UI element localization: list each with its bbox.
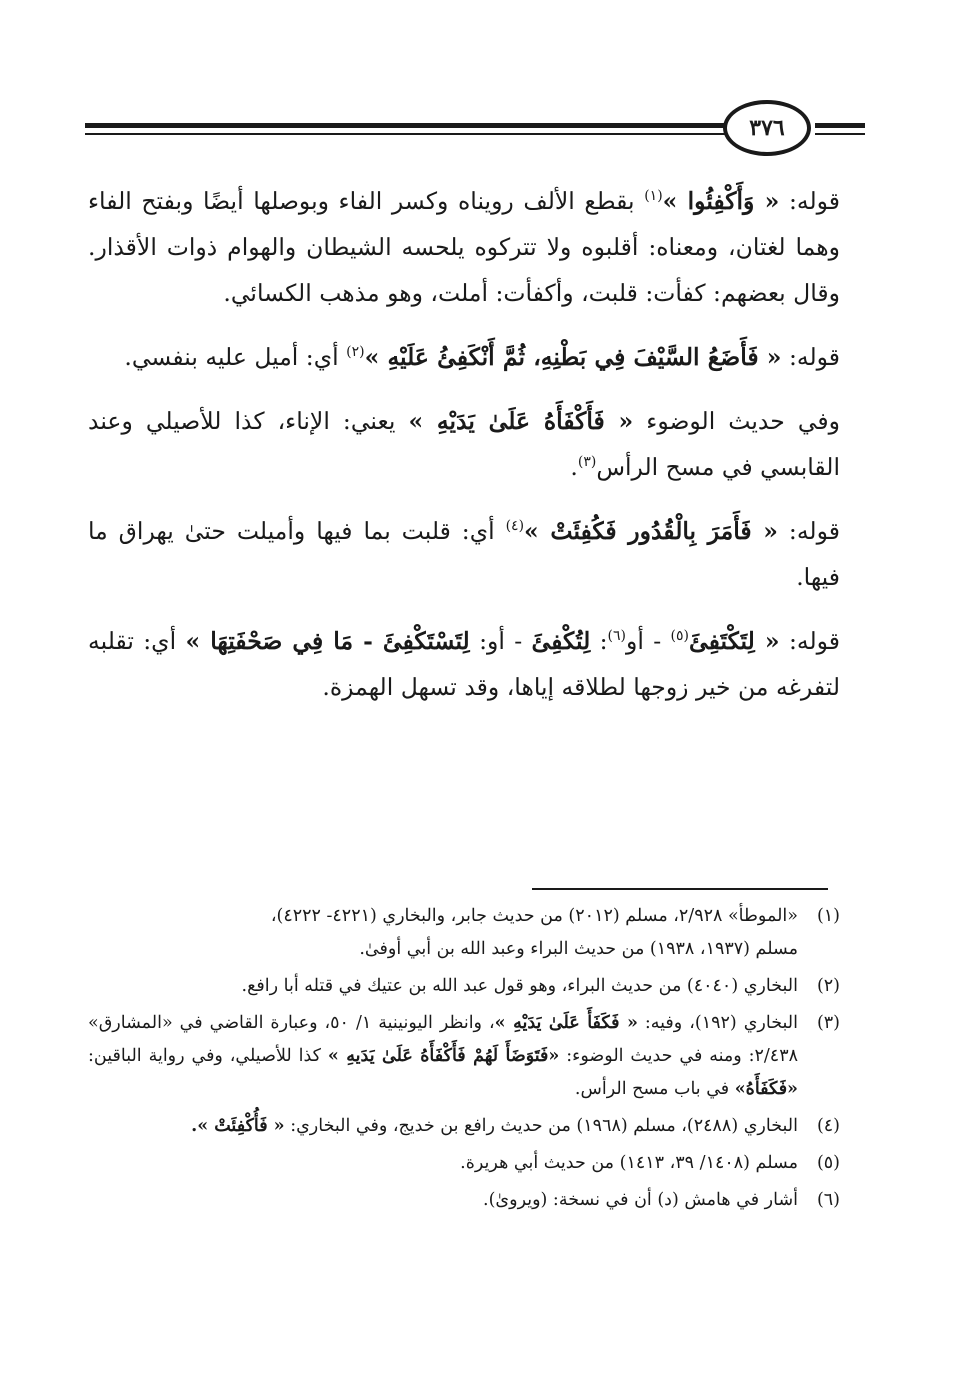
footnote-1: (١) «الموطأ» ٢/٩٢٨، مسلم (٢٠١٢) من حديث جابر، والبخاري (٤٢٢١- ٤٢٢٢)، مسلم (١٩٣٧، ١٩٣٨) من حديث البراء وعبد الله بن أبي أوفىٰ. [88,900,840,966]
paragraph-3: وفي حديث الوضوء « فَأَكْفَأَهُ عَلَىٰ يَدَيْهِ » يعني: الإناء، كذا للأصيلي وعند القابسي في مسح الرأس$^{(٣)}$. [88,407,840,481]
page-number: ٣٧٦ [723,100,811,156]
hadith-quote: « فَأَمَرَ بِالْقُدُور فَكُفِئَتْ » [524,517,778,545]
footnote-ref[interactable]: (٤) [505,518,525,535]
footnote-4: (٤) البخاري (٢٤٨٨)، مسلم (١٩٦٨) من حديث رافع بن خديج، وفي البخاري: « فَأُكْفِئَتْ ». [88,1110,840,1143]
footnote-ref[interactable]: (٦) [607,628,626,645]
paragraph-1: قوله: « وَأَكْفِئُوا »$^{(١)}$ بقطع الألف رويناه وكسر الفاء وبوصلها أيضًا وبفتح الفاء وهما لغتان، ومعناه: أقلبوه ولا تتركوه يلحسه الشيطان والهوام ذوات الأقذار. وقال بعضهم: كفأت: قلبت، وأكفأت: أملت، وهو مذهب الكسائي. [88,187,840,307]
hadith-quote: « فَأَضَعُ السَّيْفَ فِي بَطْنِهِ، ثُمَّ أَنْكَفِئُ عَلَيْهِ » [364,343,782,371]
header-rule-thin [85,133,725,135]
footnote-2: (٢) البخاري (٤٠٤٠) من حديث البراء، وهو قول عبد الله بن عتيك في قتله أبا رافع. [88,970,840,1003]
footnote-3: (٣) البخاري (١٩٢)، وفيه: « فَكَفَأَ عَلَىٰ يَدَيْهِ »، وانظر اليونينية ١/ ٥٠، وعبارة القاضي في «المشارق» ٢/٤٣٨: ومنه في حديث الوضوء: «فَتَوَضَأَ لَهُمْ فَأَكْفَأَهُ عَلَىٰ يَدَيهِ » كذا للأصيلي، وفي رواية الباقين: «فَكَفَأَهُ» في باب مسح الرأس. [88,1007,840,1106]
footnote-number: (٣) [816,1013,840,1033]
footnote-5: (٥) مسلم (١٤٠٨/ ٣٩، ١٤١٣) من حديث أبي هريرة. [88,1147,840,1180]
footnote-number: (٥) [816,1153,840,1173]
footnotes [88,900,840,1221]
footnote-number: (٤) [816,1116,840,1136]
hadith-quote: لِتُكْفِئَ [531,627,591,655]
hadith-quote: « لِتَكْتَفِئَ [689,627,780,655]
header-rule-thick [85,123,725,128]
hadith-quote: لِتَسْتَكْفِئَ - مَا فِي صَحْفَتِهَا » [185,627,470,655]
footnote-number: (٦) [816,1190,840,1210]
footnote-ref[interactable]: (٥) [670,628,690,645]
footnote-number: (١) [816,906,840,926]
footnote-ref[interactable]: (٢) [346,344,365,361]
footnote-ref[interactable]: (٣) [577,454,597,471]
hadith-quote: « فَأَكْفَأَهُ عَلَىٰ يَدَيْهِ » [408,407,634,435]
header-rule-thick-right [815,123,865,128]
footnote-ref[interactable]: (١) [644,188,663,205]
paragraph-5: قوله: « لِتَكْتَفِئَ$^{(٥)}$ - أو$^{(٦)}$: لِتُكْفِئَ - أو: لِتَسْتَكْفِئَ - مَا فِي صَحْفَتِهَا » أي: تقلبه لتفرغه من خير زوجها لطلاقه إياها، وقد تسهل الهمزة. [88,627,840,701]
main-text [88,178,840,728]
header-rule-thin-right [815,133,865,135]
paragraph-2: قوله: « فَأَضَعُ السَّيْفَ فِي بَطْنِهِ، ثُمَّ أَنْكَفِئُ عَلَيْهِ »$^{(٢)}$ أي: أميل عليه بنفسي. [124,343,840,371]
footnote-6: (٦) أشار في هامش (د) أن في نسخة: (ويروىٰ). [88,1184,840,1217]
hadith-quote: « وَأَكْفِئُوا » [662,187,780,215]
footnote-separator [532,888,828,890]
paragraph-4: قوله: « فَأَمَرَ بِالْقُدُور فَكُفِئَتْ »$^{(٤)}$ أي: قلبت بما فيها وأميلت حتىٰ يهراق ما فيها. [88,517,840,591]
footnote-number: (٢) [816,976,840,996]
